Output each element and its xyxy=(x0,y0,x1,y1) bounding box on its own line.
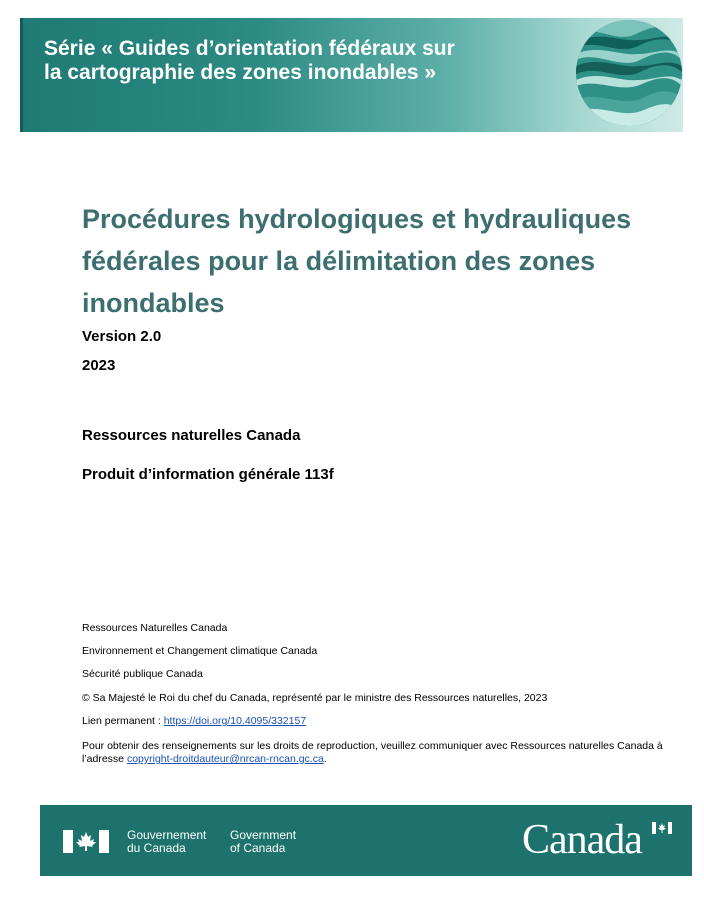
gov-fr-line2: du Canada xyxy=(127,841,186,855)
reproduction-end: . xyxy=(323,753,327,765)
gov-name-fr xyxy=(127,829,206,855)
water-waves-icon xyxy=(576,20,682,126)
gov-name-en xyxy=(230,829,296,855)
canada-flag-icon xyxy=(63,830,109,853)
series-title: Série « Guides d’orientation fédéraux sur la cartographie des zones inondables » xyxy=(44,37,455,84)
permalink-line xyxy=(82,715,306,728)
government-footer xyxy=(40,805,692,876)
document-product-number: Produit d’information générale 113f xyxy=(82,466,334,483)
document-year: 2023 xyxy=(82,357,116,374)
reproduction-notice xyxy=(82,740,682,766)
wordmark-flag-icon xyxy=(652,822,672,834)
credit-org-nrcan: Ressources Naturelles Canada xyxy=(82,622,228,634)
document-version: Version 2.0 xyxy=(82,328,162,345)
reproduction-text: Pour obtenir des renseignements sur les droits de reproduction, veuillez communiquer avec Ressources naturelles Canada à l’adresse xyxy=(82,740,663,765)
document-organization: Ressources naturelles Canada xyxy=(82,427,301,444)
gov-en-line1: Government xyxy=(230,828,297,842)
copyright-notice: © Sa Majesté le Roi du chef du Canada, représenté par le ministre des Ressources naturelles, 2023 xyxy=(82,692,548,704)
permalink-link[interactable]: https://doi.org/10.4095/332157 xyxy=(163,715,307,727)
copyright-email-link[interactable]: copyright-droitdauteur@nrcan-rncan.gc.ca xyxy=(126,753,324,765)
credit-org-eccc: Environnement et Changement climatique Canada xyxy=(82,645,318,657)
canada-wordmark: Canada xyxy=(522,817,642,863)
credit-org-ps: Sécurité publique Canada xyxy=(82,668,203,680)
document-title: Procédures hydrologiques et hydrauliques fédérales pour la délimitation des zones inondables xyxy=(82,204,632,318)
gov-en-line2: of Canada xyxy=(230,841,286,855)
gov-fr-line1: Gouvernement xyxy=(127,828,207,842)
banner-edge xyxy=(20,18,23,132)
permalink-label: Lien permanent : xyxy=(82,715,164,727)
series-banner xyxy=(20,18,683,132)
